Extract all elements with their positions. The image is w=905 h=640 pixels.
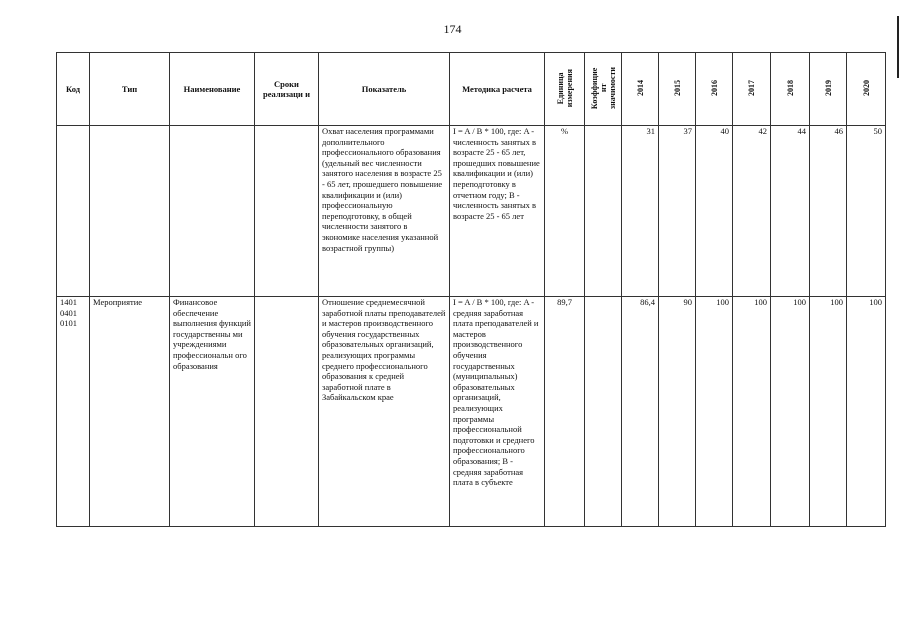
- cell-value-2017: 42: [733, 126, 771, 297]
- header-coef-line3: значимости: [607, 66, 617, 110]
- header-method: Методика расчета: [450, 53, 545, 126]
- header-year-2014: [622, 53, 659, 126]
- cell-value-2015: 37: [659, 126, 696, 297]
- program-table: [56, 52, 886, 527]
- header-unit: [545, 53, 585, 126]
- header-indicator: Показатель: [319, 53, 450, 126]
- header-code: Код: [57, 53, 90, 126]
- cell-code: 1401 0401 0101: [57, 297, 90, 527]
- cell-unit: 89,7: [545, 297, 585, 527]
- page-number: 174: [443, 22, 462, 36]
- header-year-2015: [659, 53, 696, 126]
- cell-name: [170, 126, 255, 297]
- header-year-2018: [771, 53, 810, 126]
- header-coef-line2: нт: [598, 83, 608, 93]
- header-name: Наименование: [170, 53, 255, 126]
- cell-value-2018: 44: [771, 126, 810, 297]
- cell-indicator: Охват населения программами дополнительного профессионального образования (удельный вес численности занятого населения в возрасте 25 - 65 лет, прошедшего повышение квалификации и (или) профессиональную переподготовку, в общей численности занятого в экономике населения указанной возрастной группы): [319, 126, 450, 297]
- cell-method: I = A / B * 100, где: A - численность занятых в возрасте 25 - 65 лет, прошедших повышение квалификации и (или) переподготовку в отчетном году; B - численность занятых в возрасте 25 - 65 лет: [450, 126, 545, 297]
- header-coef: [585, 53, 622, 126]
- header-terms: Сроки реализаци и: [255, 53, 319, 126]
- table-row: [57, 297, 886, 527]
- cell-value-2020: 100: [847, 297, 886, 527]
- cell-value-2018: 100: [771, 297, 810, 527]
- cell-name: Финансовое обеспечение выполнения функций государственны ми учреждениями профессиональн ого образования: [170, 297, 255, 527]
- header-unit-line1: Единица: [555, 72, 565, 104]
- header-row: [57, 53, 886, 126]
- header-year-label: 2014: [635, 80, 645, 96]
- header-year-label: 2016: [709, 80, 719, 96]
- cell-value-2019: 46: [810, 126, 847, 297]
- cell-value-2014: 31: [622, 126, 659, 297]
- cell-coef: [585, 126, 622, 297]
- header-year-label: 2018: [785, 80, 795, 96]
- header-year-label: 2019: [823, 80, 833, 96]
- cell-terms: [255, 126, 319, 297]
- cell-value-2019: 100: [810, 297, 847, 527]
- margin-line: [897, 16, 899, 78]
- header-year-label: 2015: [672, 80, 682, 96]
- cell-value-2020: 50: [847, 126, 886, 297]
- cell-method: I = A / B * 100, где: A - средняя заработная плата преподавателей и мастеров производственного обучения государственных (муниципальных) образовательных организаций, реализующих программы профессиональной подготовки и среднего профессионального образования; B - средняя заработная плата в субъекте: [450, 297, 545, 527]
- cell-type: Мероприятие: [90, 297, 170, 527]
- cell-coef: [585, 297, 622, 527]
- table-row: [57, 126, 886, 297]
- header-year-2020: [847, 53, 886, 126]
- cell-indicator: Отношение среднемесячной заработной платы преподавателей и мастеров производственного обучения государственных образовательных организаций, реализующих программы среднего профессионального образования к средней заработной плате в Забайкальском крае: [319, 297, 450, 527]
- cell-value-2017: 100: [733, 297, 771, 527]
- header-year-2019: [810, 53, 847, 126]
- cell-value-2014: 86,4: [622, 297, 659, 527]
- cell-code: [57, 126, 90, 297]
- cell-terms: [255, 297, 319, 527]
- header-year-2017: [733, 53, 771, 126]
- header-year-label: 2020: [861, 80, 871, 96]
- cell-value-2015: 90: [659, 297, 696, 527]
- header-unit-line2: измерения: [564, 68, 574, 108]
- cell-value-2016: 40: [696, 126, 733, 297]
- cell-value-2016: 100: [696, 297, 733, 527]
- cell-unit: %: [545, 126, 585, 297]
- cell-type: [90, 126, 170, 297]
- header-type: Тип: [90, 53, 170, 126]
- header-year-label: 2017: [747, 80, 756, 96]
- header-coef-line1: Коэффицие: [589, 67, 599, 109]
- header-year-2016: [696, 53, 733, 126]
